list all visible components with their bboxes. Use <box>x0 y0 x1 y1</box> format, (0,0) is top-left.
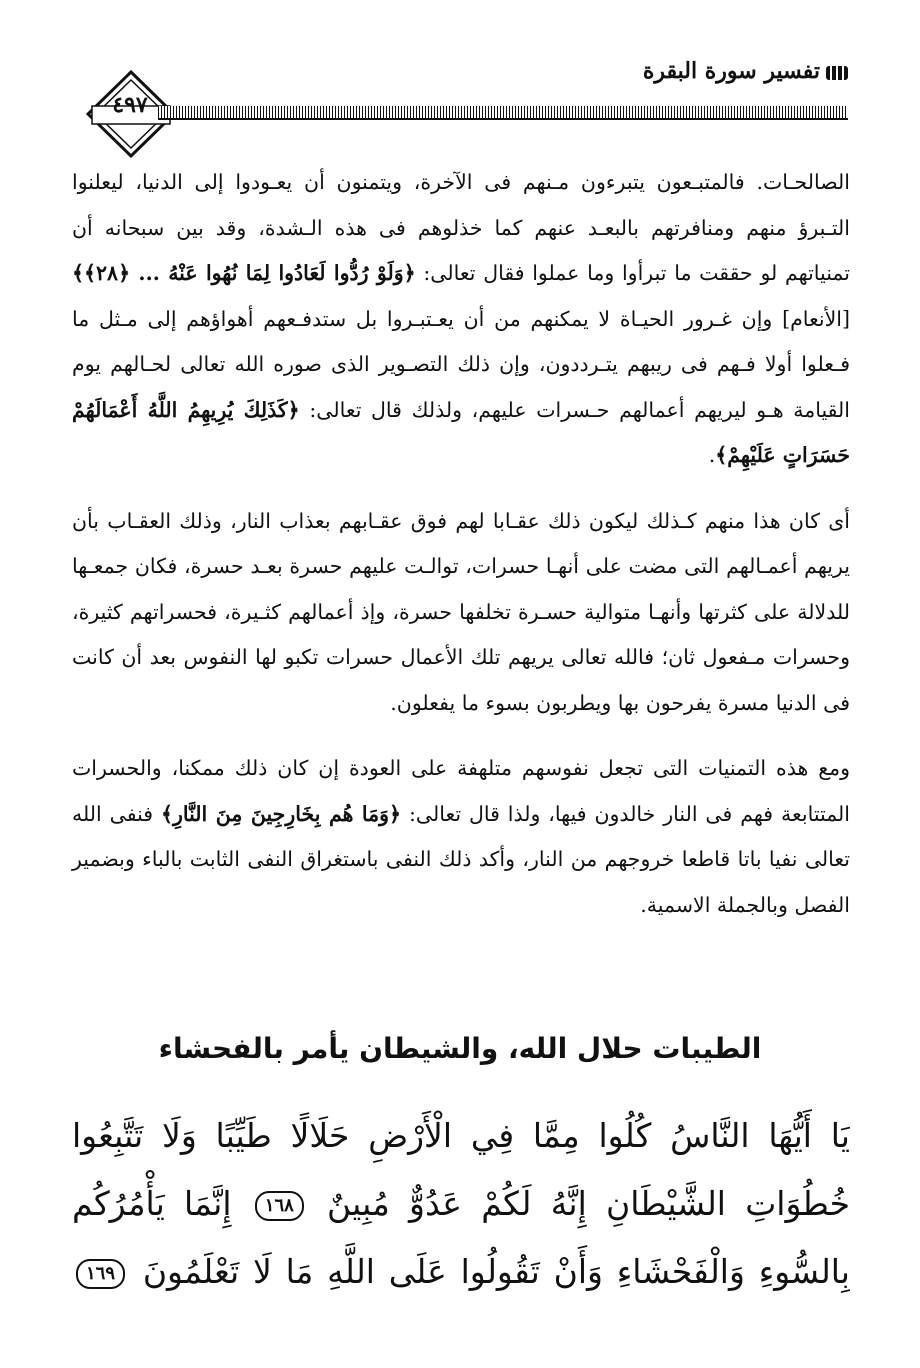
paragraph-3 <box>72 746 850 928</box>
quran-verses <box>72 1102 850 1306</box>
body-text <box>72 160 850 948</box>
paragraph-1 <box>72 160 850 479</box>
verse-line-2 <box>72 1170 850 1238</box>
verse-line-1: يَا أَيُّهَا النَّاسُ كُلُوا مِمَّا فِي الْأَرْضِ حَلَالًا طَيِّبًا وَلَا تَتَّبِعُوا <box>72 1116 850 1155</box>
running-title: تفسير سورة البقرة <box>642 58 820 84</box>
header-rule <box>158 106 848 118</box>
section-heading: الطيبات حلال الله، والشيطان يأمر بالفحشاء <box>158 1032 762 1065</box>
paragraph-text: [الأنعام] وإن غـرور الحيـاة لا يمكنهم من أن يعـتبـروا بل ستدفـعهم أهواؤهم إلى مـثل ما فـعلوا أولا فـهم فى ريبهم يتـرددون، وإن ذلك التصـوير الذى صوره الله تعالى لحـالهم يوم القيامة هـو ليريهم أعمالهم حـسرات عليهم، ولذلك قال تعالى: <box>72 306 850 422</box>
quran-quote: ﴿وَمَا هُم بِخَارِجِينَ مِنَ النَّارِ﴾ <box>160 801 402 826</box>
verse-text: بِالسُّوءِ وَالْفَحْشَاءِ وَأَنْ تَقُولُوا عَلَى اللَّهِ مَا لَا تَعْلَمُونَ <box>142 1252 850 1291</box>
paragraph-text: الصالحـات. فالمتبـعون يتبرءون مـنهم فى الآخرة، ويتمنون أن يعـودوا إلى الدنيا، ليعلنوا التـبرؤ منهم ومنافرتهم بالبعـد عنهم كما خذلوهم فى هذه الـشدة، وقد بين سبحانه أن تمنياتهم لو حققت ما تبرأوا وما عملوا فقال تعالى: <box>72 170 850 285</box>
header-rule-line <box>158 118 848 120</box>
quran-quote: ﴿كَذَلِكَ يُرِيهِمُ اللَّهُ أَعْمَالَهُمْ حَسَرَاتٍ عَلَيْهِمْ﴾ <box>72 397 850 467</box>
paragraph-text: ومع هذه التمنيات التى تجعل نفوسهم متلهفة على العودة إن كان ذلك ممكنا، والحسرات المتتابعة فهم فى النار خالدون فيها، ولذا قال تعالى: <box>72 756 850 826</box>
page-number: ٤٩٧ <box>112 92 148 118</box>
ornament-icon <box>824 60 850 86</box>
paragraph-text: فنفى الله تعالى نفيا باتا قاطعا خروجهم من النار، وأكد ذلك النفى باستغراق النفى الثابت بالباء وبضمير الفصل وبالجملة الاسمية. <box>72 801 850 917</box>
ayah-number: ١٦٨ <box>255 1191 304 1221</box>
ayah-number: ١٦٩ <box>76 1259 125 1289</box>
verse-text: خُطُوَاتِ الشَّيْطَانِ إِنَّهُ لَكُمْ عَدُوٌّ مُبِينٌ <box>327 1184 850 1223</box>
quran-quote: ﴿وَلَوْ رُدُّوا لَعَادُوا لِمَا نُهُوا عَنْهُ ... ﴿٢٨﴾﴾ <box>72 261 416 285</box>
paragraph-2: أى كان هذا منهم كـذلك ليكون ذلك عقـابا لهم فوق عقـابهم بعذاب النار، وذلك العقـاب بأن يريهم أعمـالهم التى مضت على أنهـا حسرات، توالـت عليهم حسرة بعـد حسرة، فكان جمعـها للدلالة على كثرتها وأنهـا متوالية حسـرة تخلفها حسرة، وإذ أعمالهم كثـيرة، فحسراتهم كثيرة، وحسرات مـفعول ثان؛ فالله تعالى يريهم تلك الأعمال حسرات تكبو لها النفوس بعد أن كانت فى الدنيا مسرة يفرحون بها ويطربون بسوء ما يفعلون. <box>72 508 850 715</box>
verse-line-3 <box>72 1238 850 1306</box>
paragraph-text: . <box>708 443 716 467</box>
verse-text: إِنَّمَا يَأْمُرُكُم <box>72 1184 232 1223</box>
